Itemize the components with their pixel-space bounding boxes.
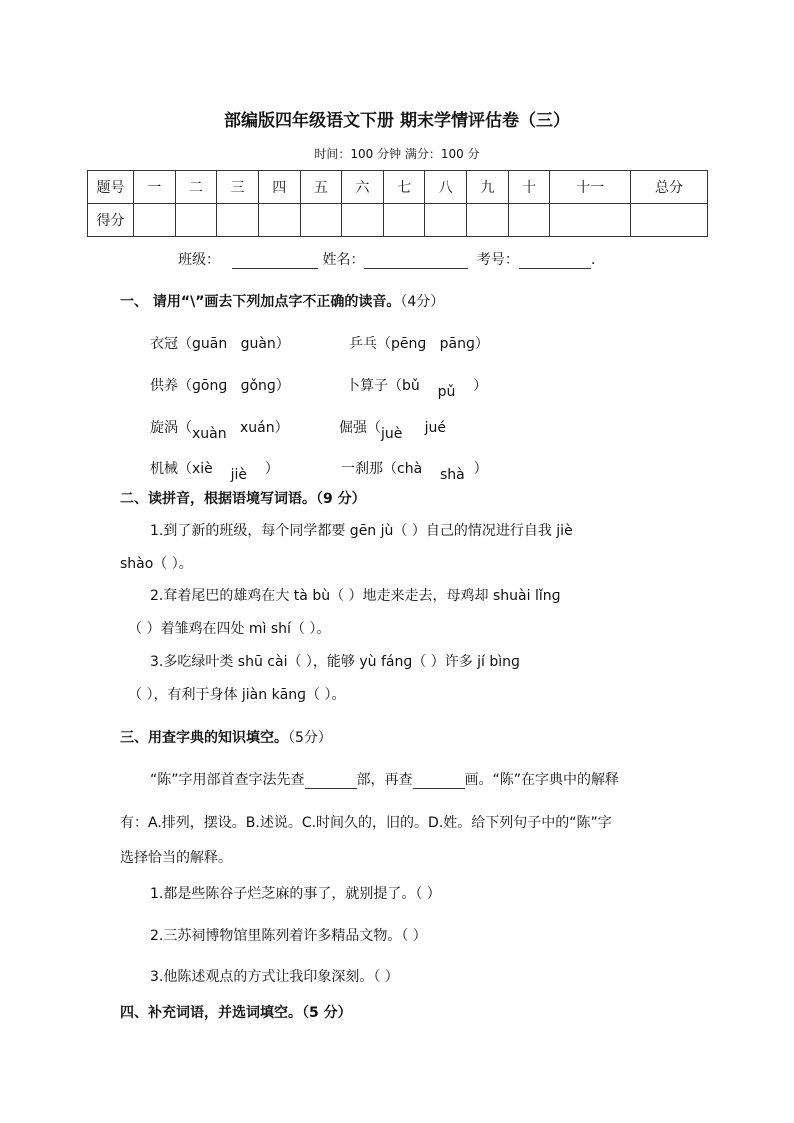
number-label: 考号： <box>476 252 519 268</box>
question-line: 3.多吃绿叶类 shū cài（ ），能够 yù fánɡ（ ）许多 jí bìnɡ <box>150 654 520 670</box>
score-cell[interactable] <box>258 204 300 237</box>
line-end: . <box>590 252 596 268</box>
question-line: 3.他陈述观点的方式让我印象深刻。（ ） <box>150 969 399 985</box>
score-cell[interactable] <box>217 204 259 237</box>
row-header: 得分 <box>88 204 134 237</box>
item-close: ） <box>473 461 488 477</box>
pinyin-option[interactable]: pānɡ <box>439 336 475 352</box>
item-word: 机械（ <box>150 461 192 477</box>
pinyin-option[interactable]: jiè <box>230 467 248 483</box>
page-title: 部编版四年级语文下册 期末学情评估卷（三） <box>224 111 570 131</box>
question-line: 1.到了新的班级，每个同学都要 gēn jù（ ）自己的情况进行自我 jiè <box>150 523 573 539</box>
item-word: 供养（ <box>150 378 192 394</box>
student-info-line <box>178 249 595 269</box>
pinyin-option[interactable]: juè <box>381 426 403 442</box>
question-line: 1.都是些陈谷子烂芝麻的事了，就别提了。（ ） <box>150 886 441 902</box>
pinyin-item <box>346 375 488 400</box>
question-text: 画。“陈”在字典中的解释 <box>464 772 620 788</box>
question-text: 部，再查 <box>356 772 413 788</box>
number-blank[interactable] <box>519 254 591 269</box>
section-3-title <box>120 727 332 747</box>
pinyin-item <box>339 417 460 442</box>
exam-meta: 时间：100 分钟 满分：100 分 <box>314 147 480 161</box>
item-close: ） <box>274 420 289 436</box>
question-line: （ ）着雏鸡在四处 mì shí（ ）。 <box>128 621 331 637</box>
class-label: 班级： <box>178 252 220 268</box>
column-header: 六 <box>342 171 384 204</box>
pinyin-item <box>341 458 488 483</box>
pinyin-option[interactable]: xuán <box>239 420 275 436</box>
pinyin-item <box>150 417 289 442</box>
column-header: 九 <box>467 171 509 204</box>
item-close: ） <box>275 336 290 352</box>
column-header: 七 <box>383 171 425 204</box>
table-row <box>88 204 708 237</box>
pinyin-option[interactable]: xiè <box>192 461 213 477</box>
pinyin-item <box>349 333 489 353</box>
question-line: shào（ ）。 <box>120 556 193 572</box>
item-word: 卜算子（ <box>346 378 402 394</box>
pinyin-item <box>150 375 290 395</box>
column-header: 四 <box>258 171 300 204</box>
score-cell[interactable] <box>550 204 631 237</box>
question-text: “陈”字用部首查字法先查 <box>150 772 305 788</box>
score-cell[interactable] <box>134 204 176 237</box>
pinyin-item <box>150 458 279 483</box>
column-header: 八 <box>425 171 467 204</box>
radical-blank[interactable] <box>305 774 357 789</box>
score-cell[interactable] <box>342 204 384 237</box>
item-word: 倔强（ <box>339 420 381 436</box>
pinyin-option[interactable]: ɡǒnɡ <box>240 378 276 394</box>
question-line <box>150 769 619 789</box>
column-header: 二 <box>175 171 217 204</box>
pinyin-option[interactable]: chà <box>397 461 423 477</box>
question-line: 2.耷着尾巴的雄鸡在大 tà bù（ ）地走来走去，母鸡却 shuài lǐnɡ <box>150 588 561 604</box>
score-cell[interactable] <box>383 204 425 237</box>
score-table <box>87 170 708 237</box>
score-cell[interactable] <box>508 204 550 237</box>
item-close: ） <box>473 378 488 394</box>
column-header: 总分 <box>631 171 708 204</box>
column-header: 十一 <box>550 171 631 204</box>
pinyin-option[interactable]: bǔ <box>402 378 420 394</box>
pinyin-option[interactable]: ɡōnɡ <box>192 378 228 394</box>
pinyin-option[interactable]: pǔ <box>437 384 456 400</box>
score-cell[interactable] <box>631 204 708 237</box>
score-cell[interactable] <box>467 204 509 237</box>
column-header: 十 <box>508 171 550 204</box>
pinyin-option[interactable]: xuàn <box>192 426 227 442</box>
section-1-title <box>120 291 444 311</box>
item-word: 一刹那（ <box>341 461 397 477</box>
section-2-title: 二、读拼音，根据语境写词语。（9 分） <box>120 491 366 507</box>
section-1-heading: 一、 请用“\”画去下列加点字不正确的读音。 <box>120 294 401 310</box>
section-3-score: （5分） <box>288 730 332 746</box>
item-close: ） <box>474 336 489 352</box>
score-cell[interactable] <box>300 204 342 237</box>
pinyin-option[interactable]: guān <box>192 336 228 352</box>
pinyin-option[interactable]: shà <box>439 467 465 483</box>
class-blank[interactable] <box>232 254 318 269</box>
score-cell[interactable] <box>175 204 217 237</box>
item-close: ） <box>264 461 279 477</box>
question-line: 选择恰当的解释。 <box>120 850 232 866</box>
section-4-title: 四、补充词语，并选词填空。（5 分） <box>120 1005 352 1021</box>
score-cell[interactable] <box>425 204 467 237</box>
column-header: 五 <box>300 171 342 204</box>
item-word: 旋涡（ <box>150 420 192 436</box>
name-blank[interactable] <box>364 254 468 269</box>
question-line: （ ），有利于身体 jiàn kānɡ（ ）。 <box>128 687 346 703</box>
name-label: 姓名： <box>322 252 365 268</box>
item-word: 衣冠（ <box>150 336 192 352</box>
item-word: 乒乓（ <box>349 336 391 352</box>
section-1-score: （4分） <box>400 294 445 310</box>
column-header: 三 <box>217 171 259 204</box>
question-line: 有：A.排列，摆设。B.述说。C.时间久的，旧的。D.姓。给下列句子中的“陈”字 <box>120 815 612 831</box>
column-header: 一 <box>134 171 176 204</box>
pinyin-item <box>150 333 290 353</box>
item-close: ） <box>275 378 290 394</box>
row-header: 题号 <box>88 171 134 204</box>
section-3-heading: 三、用查字典的知识填空。 <box>120 730 288 746</box>
pinyin-option[interactable]: jué <box>424 420 447 436</box>
pinyin-option[interactable]: pēnɡ <box>391 336 427 352</box>
pinyin-option[interactable]: guàn <box>240 336 276 352</box>
question-line: 2.三苏祠博物馆里陈列着许多精品文物。（ ） <box>150 928 427 944</box>
table-row <box>88 171 708 204</box>
stroke-blank[interactable] <box>413 774 465 789</box>
